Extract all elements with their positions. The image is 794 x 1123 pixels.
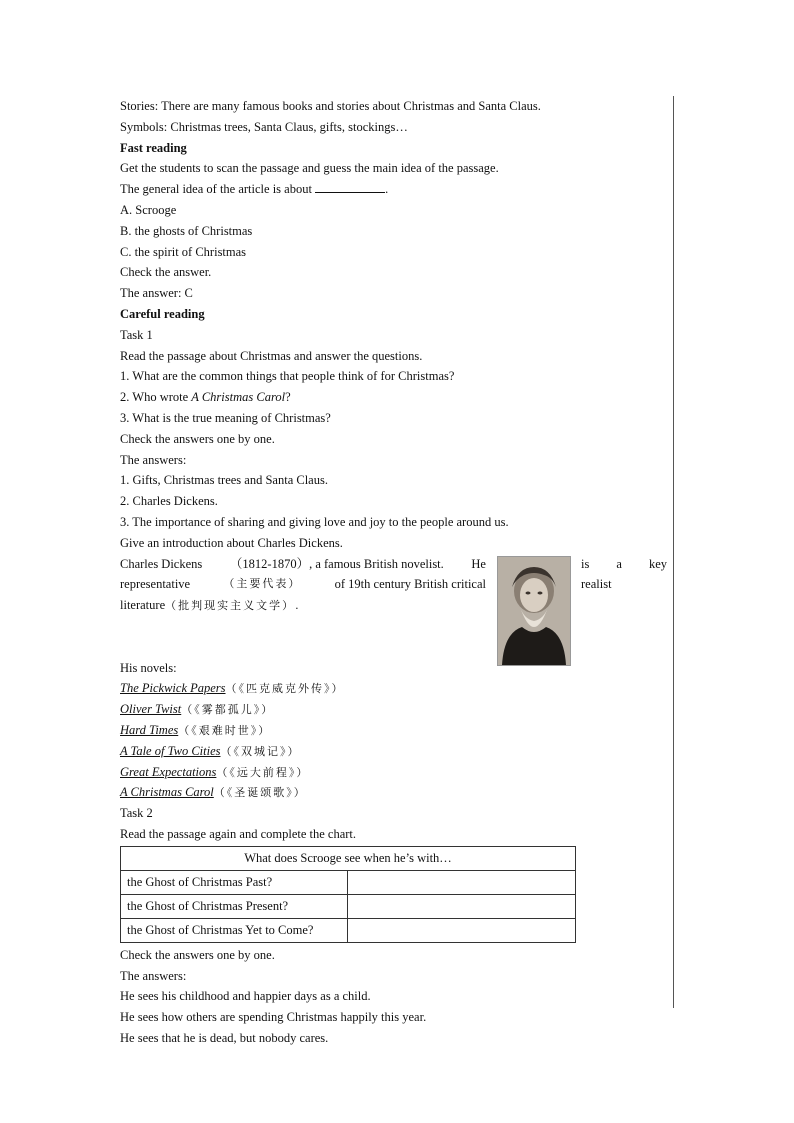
novel-item xyxy=(120,782,668,803)
table-row xyxy=(121,870,576,894)
dickens-representative: representative xyxy=(120,577,191,592)
novel-title-cn: （《圣诞颂歌》） xyxy=(213,786,307,800)
novel-title: A Christmas Carol xyxy=(120,785,214,800)
dickens-representative-cn: （主要代表） xyxy=(223,577,302,591)
task2-answer-2: He sees how others are spending Christmas happily this year. xyxy=(120,1010,427,1025)
dickens-intro-prompt: Give an introduction about Charles Dickens. xyxy=(120,535,343,550)
careful-reading-heading: Careful reading xyxy=(120,306,205,321)
dickens-name: Charles Dickens xyxy=(120,556,203,571)
dickens-line-1 xyxy=(120,554,486,575)
dickens-text-right xyxy=(581,554,667,596)
task1-answers-label: The answers: xyxy=(120,452,187,467)
task2-answer-3: He sees that he is dead, but nobody cares. xyxy=(120,1030,329,1045)
page-border-line xyxy=(673,96,674,1008)
table-header: What does Scrooge see when he’s with… xyxy=(121,846,576,870)
dickens-critical: of 19th century British critical xyxy=(334,577,486,592)
novel-title: Great Expectations xyxy=(120,764,217,779)
dickens-he: He xyxy=(471,556,486,571)
document-body xyxy=(120,96,668,1049)
dickens-text-left xyxy=(120,554,486,616)
dickens-introduction xyxy=(120,554,668,658)
table-row xyxy=(121,894,576,918)
task2-answers-label: The answers: xyxy=(120,968,187,983)
question-1: 1. What are the common things that people think of for Christmas? xyxy=(120,369,455,384)
novel-title-cn: （《匹克威克外传》） xyxy=(225,682,345,696)
dickens-right-line-2: realist xyxy=(581,577,612,592)
table-answer-cell[interactable] xyxy=(348,918,576,942)
dickens-portrait-image xyxy=(497,556,571,666)
question-prefix: The general idea of the article is about xyxy=(120,182,312,197)
dickens-years: （1812-1870）, a famous British novelist. xyxy=(229,556,444,571)
task1-check: Check the answers one by one. xyxy=(120,431,275,446)
table-row-question: the Ghost of Christmas Yet to Come? xyxy=(121,918,348,942)
answer-blank xyxy=(315,180,385,193)
question-2-title: A Christmas Carol xyxy=(191,390,286,405)
novel-item xyxy=(120,699,668,720)
table-answer-cell[interactable] xyxy=(348,870,576,894)
table-row-question: the Ghost of Christmas Past? xyxy=(121,870,348,894)
table-answer-cell[interactable] xyxy=(348,894,576,918)
task1-answer-3: 3. The importance of sharing and giving love and joy to the people around us. xyxy=(120,514,509,529)
task1-label: Task 1 xyxy=(120,327,153,342)
question-3: 3. What is the true meaning of Christmas? xyxy=(120,410,331,425)
check-answer: Check the answer. xyxy=(120,265,212,280)
dickens-a: a xyxy=(616,556,622,571)
novel-title-cn: （《双城记》） xyxy=(220,744,301,758)
task1-answer-1: 1. Gifts, Christmas trees and Santa Claus. xyxy=(120,473,328,488)
novel-title: A Tale of Two Cities xyxy=(120,743,221,758)
dickens-key: key xyxy=(648,556,667,571)
task2-answer-1: He sees his childhood and happier days as a child. xyxy=(120,989,371,1004)
dickens-line-3 xyxy=(120,595,486,616)
fast-reading-heading: Fast reading xyxy=(120,140,187,155)
task2-instruction: Read the passage again and complete the chart. xyxy=(120,826,357,841)
option-b: B. the ghosts of Christmas xyxy=(120,223,253,238)
question-2 xyxy=(120,387,668,408)
question-2-suffix: ? xyxy=(285,390,291,405)
novel-item xyxy=(120,720,668,741)
table-header-row xyxy=(121,846,576,870)
table-row-question: the Ghost of Christmas Present? xyxy=(121,894,348,918)
novel-title-cn: （《雾都孤儿》） xyxy=(181,703,275,717)
novel-item xyxy=(120,741,668,762)
general-idea-question xyxy=(120,179,668,200)
option-a: A. Scrooge xyxy=(120,202,177,217)
fast-reading-instruction: Get the students to scan the passage and guess the main idea of the passage. xyxy=(120,161,499,176)
novel-title-cn: （《远大前程》） xyxy=(216,765,310,779)
novel-title: The Pickwick Papers xyxy=(120,681,226,696)
dickens-literature-cn: （批判现实主义文学）. xyxy=(165,599,301,613)
task1-instruction: Read the passage about Christmas and answer the questions. xyxy=(120,348,423,363)
symbols-line: Symbols: Christmas trees, Santa Claus, gifts, stockings… xyxy=(120,119,408,134)
novel-item xyxy=(120,678,668,699)
question-2-prefix: 2. Who wrote xyxy=(120,390,192,405)
task1-answer-2: 2. Charles Dickens. xyxy=(120,494,218,509)
task2-label: Task 2 xyxy=(120,806,153,821)
novel-title: Oliver Twist xyxy=(120,702,182,717)
scrooge-chart-table xyxy=(120,846,576,943)
dickens-is: is xyxy=(581,556,590,571)
table-row xyxy=(121,918,576,942)
stories-line: Stories: There are many famous books and stories about Christmas and Santa Claus. xyxy=(120,99,541,113)
option-c: C. the spirit of Christmas xyxy=(120,244,247,259)
dickens-right-line-1 xyxy=(581,554,667,575)
novel-title-cn: （《艰难时世》） xyxy=(178,723,272,737)
question-suffix: . xyxy=(385,182,389,197)
task2-check: Check the answers one by one. xyxy=(120,947,275,962)
dickens-literature: literature xyxy=(120,598,166,613)
novel-title: Hard Times xyxy=(120,722,179,737)
novels-label: His novels: xyxy=(120,660,177,675)
fast-reading-answer: The answer: C xyxy=(120,286,193,301)
dickens-line-2 xyxy=(120,574,486,595)
novel-item xyxy=(120,762,668,783)
